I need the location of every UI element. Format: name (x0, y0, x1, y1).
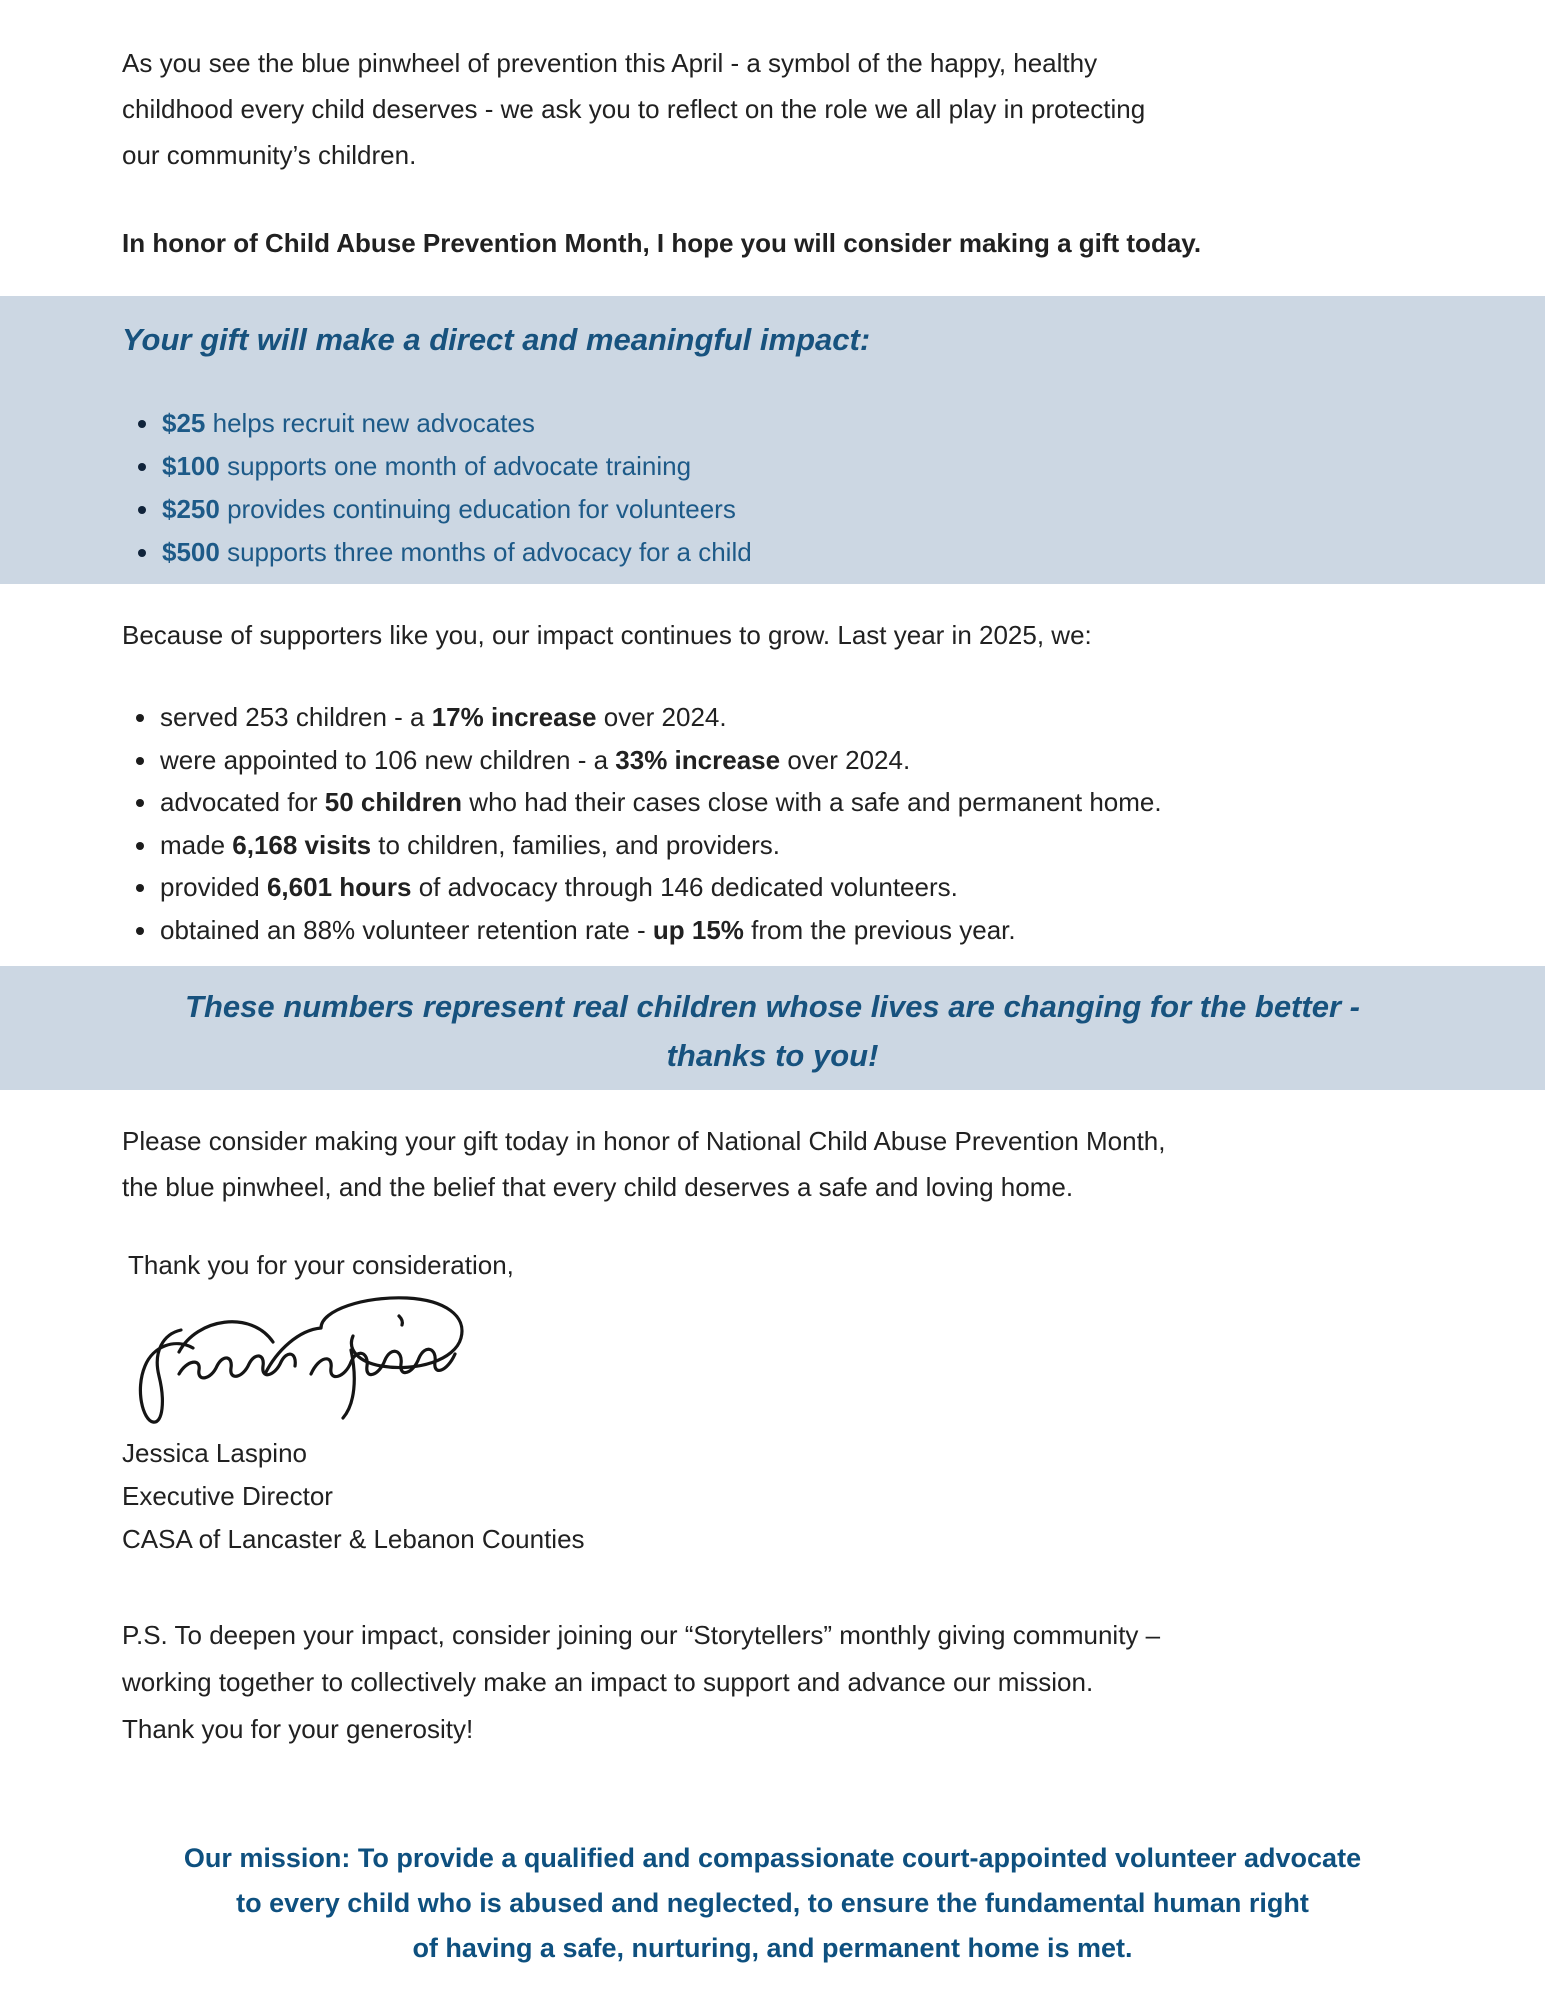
postscript-line: working together to collectively make an impact to support and advance our mission. (122, 1667, 1094, 1697)
numbers-band (0, 966, 1545, 1090)
mission-statement (0, 1836, 1545, 1971)
list-item (162, 531, 752, 574)
signer-name: Jessica Laspino (122, 1438, 307, 1468)
list-item (160, 696, 1162, 739)
gift-description: provides continuing education for volunteers (219, 494, 736, 524)
list-item (160, 909, 1162, 952)
closing-line: the blue pinwheel, and the belief that every child deserves a safe and loving home. (122, 1172, 1074, 1202)
stat-text: to children, families, and providers. (371, 829, 781, 860)
list-item (160, 739, 1162, 782)
stat-text: over 2024. (780, 744, 911, 775)
mission-line: of having a safe, nurturing, and permanent home is met. (412, 1933, 1133, 1963)
gift-amount: $100 (162, 451, 220, 481)
gift-amount-list (162, 402, 752, 574)
list-item (160, 866, 1162, 909)
postscript-paragraph (122, 1612, 1160, 1753)
stat-highlight: 17% increase (431, 702, 597, 732)
stat-text: served 253 children - a (160, 702, 432, 732)
stat-text: of advocacy through 146 dedicated volunteers. (411, 872, 958, 902)
closing-line: Please consider making your gift today in honor of National Child Abuse Prevention Month, (122, 1126, 1166, 1156)
closing-paragraph (122, 1118, 1166, 1210)
list-item (162, 402, 752, 445)
signature-svg (115, 1288, 565, 1433)
impact-intro: Because of supporters like you, our impact continues to grow. Last year in 2025, we: (122, 620, 1092, 650)
intro-line: As you see the blue pinwheel of prevention this April - a symbol of the happy, healthy (122, 48, 1098, 78)
gift-amount: $250 (162, 494, 220, 524)
intro-line: childhood every child deserves - we ask you to reflect on the role we all play in protecting (122, 94, 1146, 124)
stat-highlight: 6,601 hours (266, 872, 412, 902)
stat-text: who had their cases close with a safe and permanent home. (462, 787, 1162, 817)
mission-line: Our mission: To provide a qualified and compassionate court-appointed volunteer advocate (183, 1843, 1362, 1873)
list-item (162, 445, 752, 488)
thanks-line: Thank you for your consideration, (128, 1250, 514, 1280)
numbers-band-line: These numbers represent real children whose lives are changing for the better - (185, 989, 1360, 1024)
stat-text: provided (160, 872, 267, 902)
gift-amount: $25 (162, 408, 206, 438)
list-item (160, 781, 1162, 824)
stat-text: from the previous year. (743, 914, 1016, 945)
gift-description: helps recruit new advocates (205, 408, 535, 438)
numbers-band-line: thanks to you! (666, 1038, 879, 1073)
stat-text: obtained an 88% volunteer retention rate - (160, 914, 653, 945)
signer-block (122, 1432, 585, 1561)
list-item (160, 824, 1162, 867)
postscript-line: P.S. To deepen your impact, consider joining our “Storytellers” monthly giving community – (122, 1620, 1161, 1650)
intro-paragraph (122, 40, 1145, 178)
stat-highlight: up 15% (652, 914, 744, 945)
gift-description: supports one month of advocate training (219, 451, 692, 481)
intro-line: our community’s children. (122, 140, 417, 170)
list-item (162, 488, 752, 531)
gift-impact-band (0, 296, 1545, 584)
stat-text: over 2024. (596, 702, 727, 732)
stat-text: advocated for (160, 787, 325, 817)
stat-highlight: 6,168 visits (232, 829, 372, 860)
postscript-line: Thank you for your generosity! (122, 1714, 474, 1744)
stat-highlight: 50 children (324, 787, 463, 817)
gift-amount: $500 (162, 537, 220, 567)
numbers-band-text (0, 966, 1545, 1080)
signer-org: CASA of Lancaster & Lebanon Counties (122, 1524, 585, 1554)
mission-line: to every child who is abused and neglected, to ensure the fundamental human right (236, 1888, 1309, 1918)
gift-description: supports three months of advocacy for a child (219, 537, 752, 567)
impact-stats-list (160, 696, 1162, 951)
signature-image (115, 1288, 565, 1433)
gift-band-heading: Your gift will make a direct and meaningful impact: (122, 322, 871, 357)
stat-highlight: 33% increase (615, 744, 781, 775)
stat-text: were appointed to 106 new children - a (160, 744, 616, 775)
appeal-bold-line: In honor of Child Abuse Prevention Month, I hope you will consider making a gift today. (122, 228, 1202, 258)
signer-title: Executive Director (122, 1481, 333, 1511)
stat-text: made (160, 829, 233, 860)
